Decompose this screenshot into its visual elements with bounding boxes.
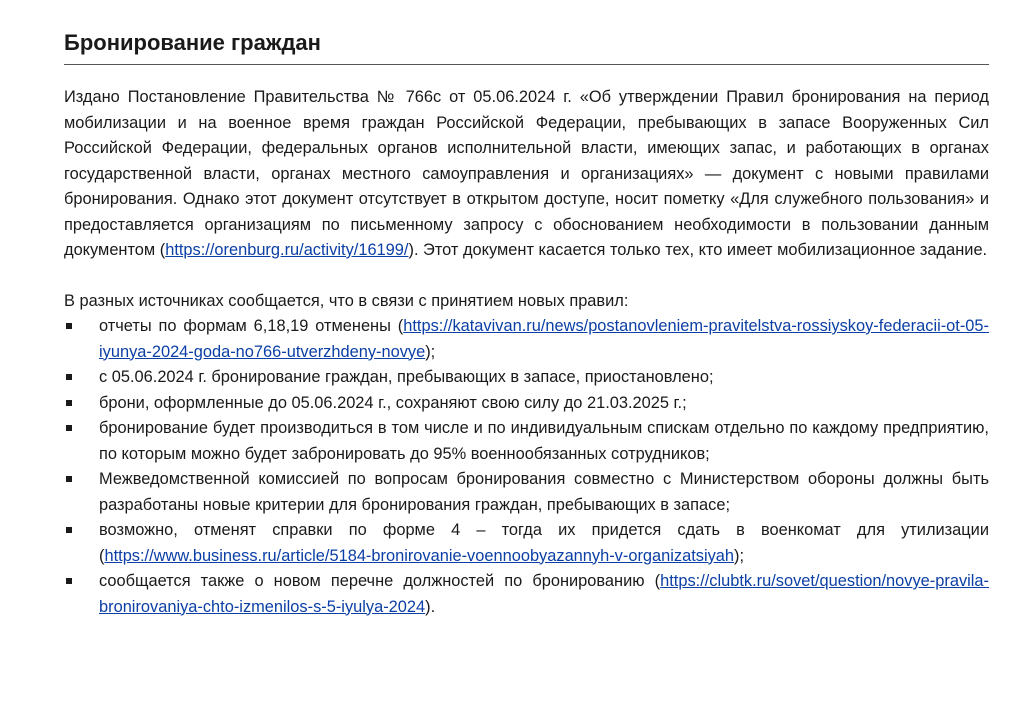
bullet-text-before: отчеты по формам 6,18,19 отменены ( xyxy=(99,317,404,335)
bullet-link[interactable]: https://clubtk.ru/sovet/question/novye-pravila-bronirovaniya-chto-izmenilos-s-5-iyulya-2024 xyxy=(99,572,989,616)
intro-link[interactable]: https://orenburg.ru/activity/16199/ xyxy=(165,241,409,259)
list-item xyxy=(64,416,989,467)
intro-text-before: Издано Постановление Правительства № 766с от 05.06.2024 г. «Об утверждении Правил бронирования на период мобилизации и на военное время граждан Российской Федерации, пребывающих в запасе Вооруженных Сил Российской Федерации, федеральных органов исполнительной власти, имеющих запас, и работающих в органах государственной власти, органах местного самоуправления и организациях» — документ с новыми правилами бронирования. Однако этот документ отсутствует в открытом доступе, носит пометку «Для служебного пользования» и предоставляется организациям по письменному запросу с обоснованием необходимости в пользовании данным документом ( xyxy=(64,88,989,259)
bullet-square-icon xyxy=(66,476,72,482)
list-item xyxy=(64,569,989,620)
bullet-square-icon xyxy=(66,425,72,431)
bullet-square-icon xyxy=(66,374,72,380)
list-item xyxy=(64,518,989,569)
bullet-square-icon xyxy=(66,400,72,406)
title-divider xyxy=(64,64,989,65)
bullet-link[interactable]: https://katavivan.ru/news/postanovleniem-pravitelstva-rossiyskoy-federacii-ot-05-iyunya-2024-goda-no766-utverzhdeny-novye xyxy=(99,317,989,361)
bullet-link[interactable]: https://www.business.ru/article/5184-bronirovanie-voennoobyazannyh-v-organizatsiyah xyxy=(104,546,735,565)
slide xyxy=(64,28,989,620)
intro-paragraph xyxy=(64,85,989,264)
bullet-text-before: сообщается также о новом перечне должностей по бронированию ( xyxy=(99,572,661,590)
list-item xyxy=(64,314,989,365)
bullet-text: с 05.06.2024 г. бронирование граждан, пребывающих в запасе, приостановлено; xyxy=(99,368,714,386)
bullet-text-after: ); xyxy=(734,546,745,565)
bullet-text-before: возможно, отменят справки по форме 4 – тогда их придется сдать в военкомат для утилизации ( xyxy=(99,521,989,565)
bullet-text: бронирование будет производиться в том числе и по индивидуальным спискам отдельно по каждому предприятию, по которым можно будет забронировать до 95% военнообязанных сотрудников; xyxy=(99,419,989,463)
bullet-square-icon xyxy=(66,323,72,329)
bullet-text-after: ). xyxy=(425,597,436,616)
bullet-text: брони, оформленные до 05.06.2024 г., сохраняют свою силу до 21.03.2025 г.; xyxy=(99,393,687,412)
spacer xyxy=(64,264,989,289)
list-item xyxy=(64,365,989,391)
intro-text-after: ). Этот документ касается только тех, кто имеет мобилизационное задание. xyxy=(408,241,988,259)
bullet-text-after: ); xyxy=(425,342,436,361)
bullet-text: Межведомственной комиссией по вопросам бронирования совместно с Министерством обороны должны быть разработаны новые критерии для бронирования граждан, пребывающих в запасе; xyxy=(99,470,989,514)
page-title: Бронирование граждан xyxy=(64,30,321,55)
lead-paragraph: В разных источниках сообщается, что в связи с принятием новых правил: xyxy=(64,291,629,310)
bullet-square-icon xyxy=(66,527,72,533)
list-item xyxy=(64,467,989,518)
list-item xyxy=(64,391,989,417)
bullet-list xyxy=(64,314,989,620)
bullet-square-icon xyxy=(66,578,72,584)
